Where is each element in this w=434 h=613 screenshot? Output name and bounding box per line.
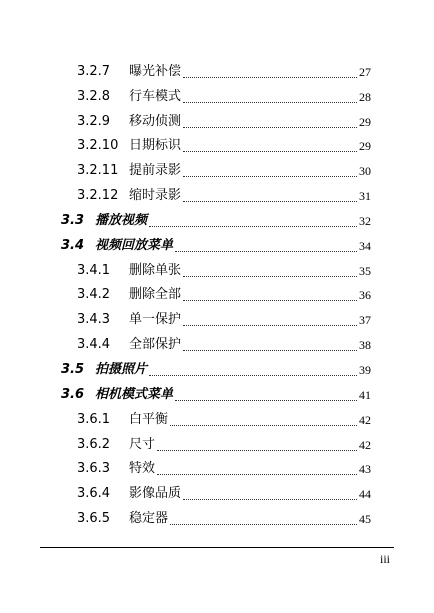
toc-entry-page: 27 <box>359 64 371 79</box>
dot-leader <box>183 77 357 78</box>
toc-entry-title: 单一保护 <box>129 312 182 328</box>
toc-entry-page: 41 <box>359 387 371 402</box>
toc-section-entry[interactable] <box>0 232 434 257</box>
toc-subsection-entry[interactable] <box>0 83 434 108</box>
toc-entry-number: 3.2.8 <box>77 88 111 104</box>
dot-leader <box>157 474 357 475</box>
toc-entry-number: 3.2.7 <box>77 63 111 79</box>
toc-entry-number: 3.2.12 <box>77 188 119 204</box>
dot-leader <box>175 251 357 252</box>
toc-entry-page: 29 <box>359 114 371 129</box>
toc-entry-page: 42 <box>359 437 371 452</box>
toc-subsection-entry[interactable] <box>0 505 434 530</box>
dot-leader <box>183 350 357 351</box>
toc-entry-page: 34 <box>359 238 371 253</box>
dot-leader <box>183 499 357 500</box>
table-of-contents <box>0 58 434 530</box>
toc-entry-number: 3.6.3 <box>77 461 111 477</box>
toc-entry-page: 36 <box>359 288 371 303</box>
footer-page-number: iii <box>379 552 390 566</box>
toc-entry-title: 播放视频 <box>95 212 148 228</box>
toc-subsection-entry[interactable] <box>0 306 434 331</box>
toc-subsection-entry[interactable] <box>0 58 434 83</box>
toc-entry-title: 行车模式 <box>129 88 182 104</box>
toc-entry-title: 拍摄照片 <box>95 361 148 377</box>
toc-entry-page: 45 <box>359 512 371 527</box>
dot-leader <box>175 400 357 401</box>
toc-subsection-entry[interactable] <box>0 480 434 505</box>
toc-entry-title: 稳定器 <box>129 511 169 527</box>
toc-entry-page: 28 <box>359 89 371 104</box>
toc-entry-title: 特效 <box>129 461 156 477</box>
toc-entry-number: 3.2.9 <box>77 113 111 129</box>
toc-entry-number: 3.5 <box>61 361 85 377</box>
dot-leader <box>183 276 357 277</box>
toc-entry-title: 提前录影 <box>129 163 182 179</box>
dot-leader <box>183 201 357 202</box>
dot-leader <box>183 127 357 128</box>
toc-subsection-entry[interactable] <box>0 331 434 356</box>
dot-leader <box>149 375 357 376</box>
toc-subsection-entry[interactable] <box>0 282 434 307</box>
toc-entry-page: 30 <box>359 164 371 179</box>
dot-leader <box>183 300 357 301</box>
dot-leader <box>170 524 357 525</box>
toc-entry-page: 31 <box>359 189 371 204</box>
toc-entry-title: 移动侦测 <box>129 113 182 129</box>
toc-subsection-entry[interactable] <box>0 108 434 133</box>
footer-rule <box>40 547 394 548</box>
toc-entry-title: 白平衡 <box>129 411 169 427</box>
toc-entry-number: 3.6 <box>61 386 85 402</box>
toc-entry-title: 缩时录影 <box>129 188 182 204</box>
toc-entry-title: 曝光补偿 <box>129 63 182 79</box>
toc-entry-title: 全部保护 <box>129 337 182 353</box>
toc-entry-number: 3.4.3 <box>77 312 111 328</box>
toc-entry-number: 3.3 <box>61 212 85 228</box>
toc-entry-page: 43 <box>359 462 371 477</box>
toc-subsection-entry[interactable] <box>0 431 434 456</box>
toc-entry-title: 删除单张 <box>129 262 182 278</box>
toc-entry-title: 删除全部 <box>129 287 182 303</box>
toc-section-entry[interactable] <box>0 356 434 381</box>
toc-entry-number: 3.4.1 <box>77 262 111 278</box>
toc-entry-number: 3.4.2 <box>77 287 111 303</box>
toc-entry-number: 3.6.4 <box>77 486 111 502</box>
dot-leader <box>170 425 357 426</box>
toc-entry-page: 32 <box>359 213 371 228</box>
toc-entry-number: 3.6.5 <box>77 511 111 527</box>
toc-entry-title: 日期标识 <box>129 138 182 154</box>
dot-leader <box>183 102 357 103</box>
toc-entry-number: 3.4.4 <box>77 337 111 353</box>
dot-leader <box>183 151 357 152</box>
toc-subsection-entry[interactable] <box>0 406 434 431</box>
toc-entry-page: 29 <box>359 139 371 154</box>
toc-subsection-entry[interactable] <box>0 456 434 481</box>
toc-entry-page: 42 <box>359 412 371 427</box>
toc-entry-page: 39 <box>359 362 371 377</box>
toc-entry-title: 相机模式菜单 <box>95 386 174 402</box>
toc-section-entry[interactable] <box>0 207 434 232</box>
toc-entry-page: 35 <box>359 263 371 278</box>
dot-leader <box>183 176 357 177</box>
toc-entry-page: 38 <box>359 338 371 353</box>
toc-entry-number: 3.2.10 <box>77 138 119 154</box>
toc-section-entry[interactable] <box>0 381 434 406</box>
toc-entry-number: 3.6.2 <box>77 436 111 452</box>
dot-leader <box>149 226 357 227</box>
toc-subsection-entry[interactable] <box>0 257 434 282</box>
toc-subsection-entry[interactable] <box>0 157 434 182</box>
toc-entry-number: 3.4 <box>61 237 85 253</box>
toc-entry-title: 尺寸 <box>129 436 156 452</box>
toc-entry-title: 影像品质 <box>129 486 182 502</box>
toc-entry-page: 37 <box>359 313 371 328</box>
toc-entry-number: 3.2.11 <box>77 163 119 179</box>
toc-entry-page: 44 <box>359 487 371 502</box>
toc-entry-title: 视频回放菜单 <box>95 237 174 253</box>
toc-entry-number: 3.6.1 <box>77 411 111 427</box>
dot-leader <box>183 325 357 326</box>
toc-subsection-entry[interactable] <box>0 133 434 158</box>
toc-subsection-entry[interactable] <box>0 182 434 207</box>
dot-leader <box>157 450 357 451</box>
